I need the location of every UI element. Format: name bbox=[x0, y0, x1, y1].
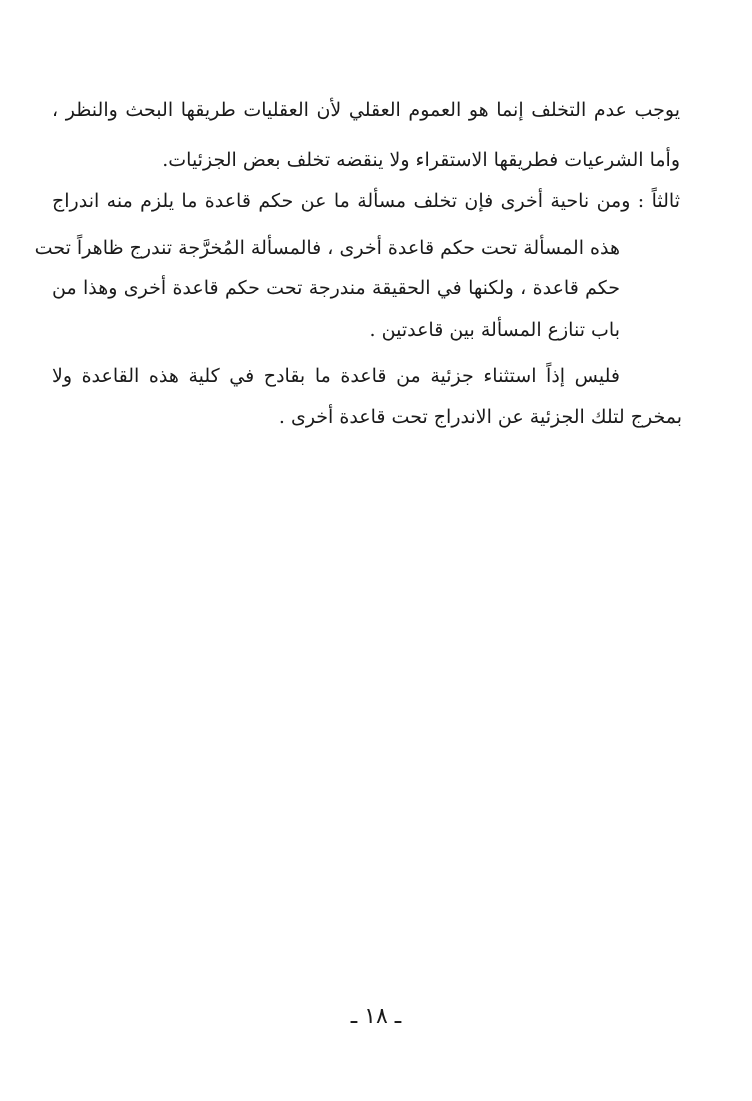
paragraph1-line1: يوجب عدم التخلف إنما هو العموم العقلي لأن العقليات طريقها البحث والنظر ، bbox=[52, 99, 680, 121]
paragraph2-line4: باب تنازع المسألة بين قاعدتين . bbox=[369, 319, 620, 341]
paragraph1-line2: وأما الشرعيات فطريقها الاستقراء ولا ينقضه تخلف بعض الجزئيات. bbox=[162, 149, 680, 171]
page-number: ـ ١٨ ـ bbox=[350, 1004, 402, 1029]
paragraph3-line2: بمخرج لتلك الجزئية عن الاندراج تحت قاعدة أخرى . bbox=[278, 406, 682, 428]
paragraph2-line1: ثالثاً : ومن ناحية أخرى فإن تخلف مسألة ما عن حكم قاعدة ما يلزم منه اندراج bbox=[52, 190, 680, 212]
paragraph2-line2: هذه المسألة تحت حكم قاعدة أخرى ، فالمسألة المُخرَّجة تندرج ظاهراً تحت bbox=[34, 237, 620, 259]
paragraph2-line3: حكم قاعدة ، ولكنها في الحقيقة مندرجة تحت حكم قاعدة أخرى وهذا من bbox=[52, 277, 620, 299]
paragraph3-line1: فليس إذاً استثناء جزئية من قاعدة ما بقادح في كلية هذه القاعدة ولا bbox=[52, 365, 620, 387]
